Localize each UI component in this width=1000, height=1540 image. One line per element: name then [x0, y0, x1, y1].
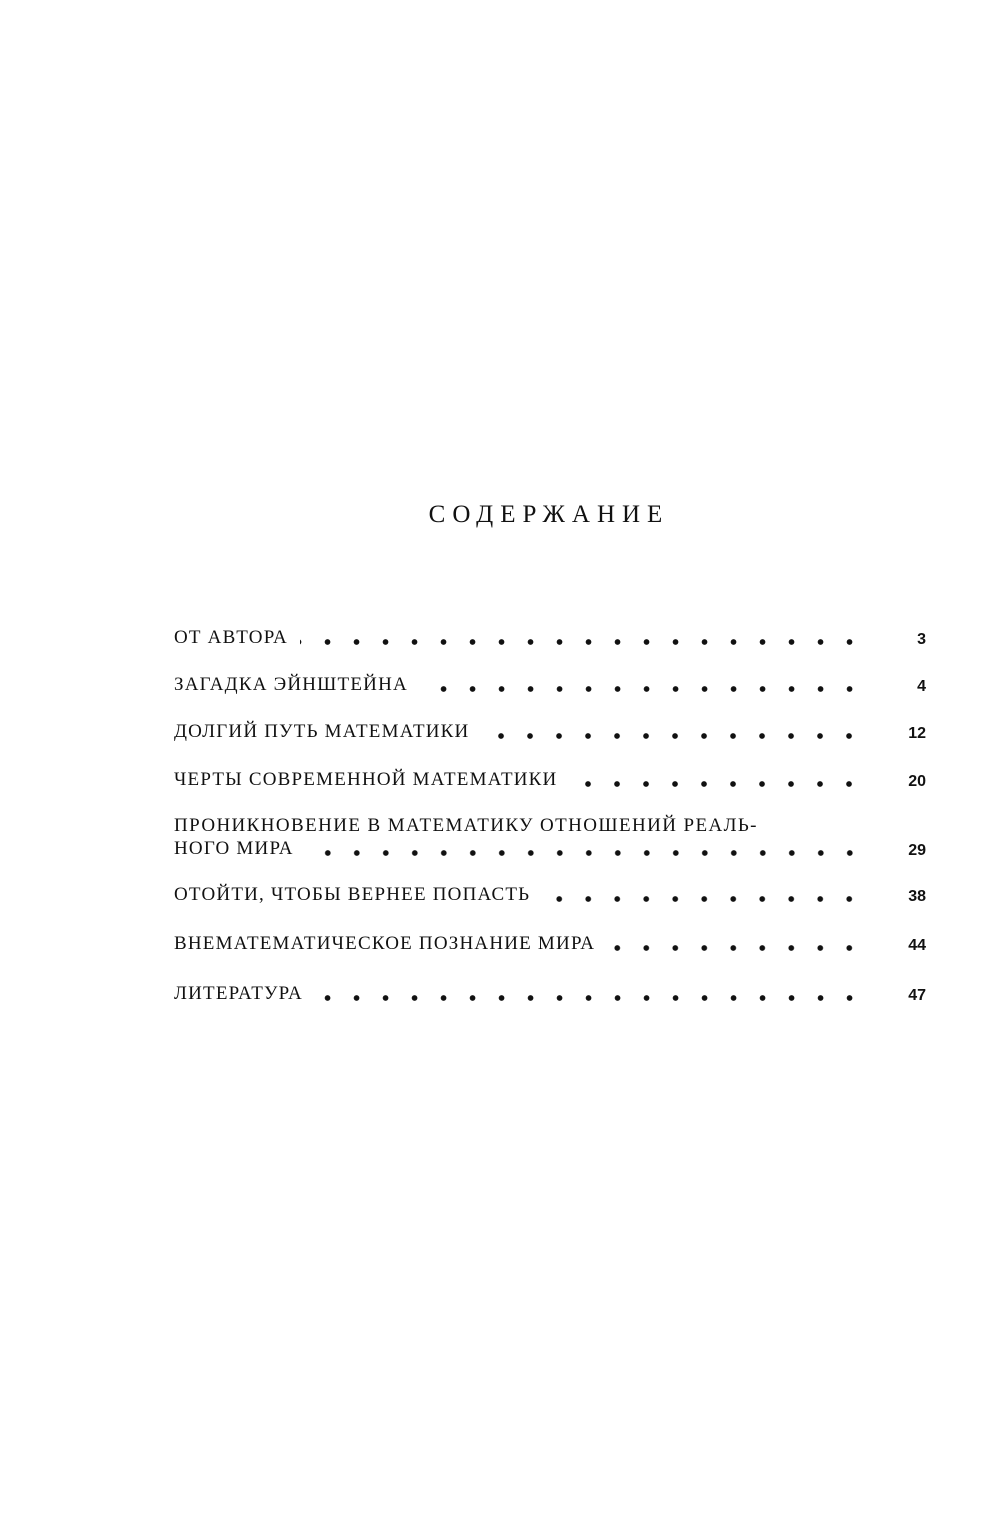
toc-entry-title: ОТОЙТИ, ЧТОБЫ ВЕРНЕЕ ПОПАСТЬ — [174, 884, 531, 905]
toc-entry-page: 20 — [908, 773, 926, 790]
toc-entry-page: 47 — [908, 987, 926, 1004]
dot-leader — [306, 848, 864, 858]
dot-leader — [481, 731, 864, 741]
toc-entry-title: ДОЛГИЙ ПУТЬ МАТЕМАТИКИ — [174, 721, 470, 742]
toc-entry[interactable] — [174, 932, 926, 955]
dot-leader — [542, 894, 864, 904]
toc-entry[interactable] — [174, 626, 926, 649]
page-title: СОДЕРЖАНИЕ — [428, 501, 670, 528]
dot-leader — [420, 684, 864, 694]
dot-leader — [607, 943, 864, 953]
toc-entry-title-line-2: НОГО МИРА — [174, 838, 294, 859]
toc-entry-page: 3 — [917, 631, 926, 648]
toc-entry[interactable] — [174, 814, 926, 860]
toc-entry-title: ВНЕМАТЕМАТИЧЕСКОЕ ПОЗНАНИЕ МИРА — [174, 933, 596, 954]
toc-entry-title: ОТ АВТОРА — [174, 627, 288, 648]
toc-entry-page: 29 — [908, 842, 926, 859]
toc-entry-title-line-1: ПРОНИКНОВЕНИЕ В МАТЕМАТИКУ ОТНОШЕНИЙ РЕАЛЬ- — [174, 815, 758, 836]
dot-leader — [315, 993, 864, 1003]
toc-entry[interactable] — [174, 720, 926, 743]
dot-leader — [300, 637, 864, 647]
toc-entry[interactable] — [174, 982, 926, 1005]
toc-entry[interactable] — [174, 768, 926, 791]
toc-entry-page: 4 — [917, 678, 926, 695]
toc-entry-title: ЗАГАДКА ЭЙНШТЕЙНА — [174, 674, 408, 695]
toc-entry-title: ЛИТЕРАТУРА — [174, 983, 303, 1004]
toc-entry-page: 12 — [908, 725, 926, 742]
toc-entry-page: 38 — [908, 888, 926, 905]
toc-entry-page: 44 — [908, 937, 926, 954]
dot-leader — [569, 779, 864, 789]
toc-entry[interactable] — [174, 673, 926, 696]
toc-entry[interactable] — [174, 883, 926, 906]
toc-entry-title: ЧЕРТЫ СОВРЕМЕННОЙ МАТЕМАТИКИ — [174, 769, 558, 790]
